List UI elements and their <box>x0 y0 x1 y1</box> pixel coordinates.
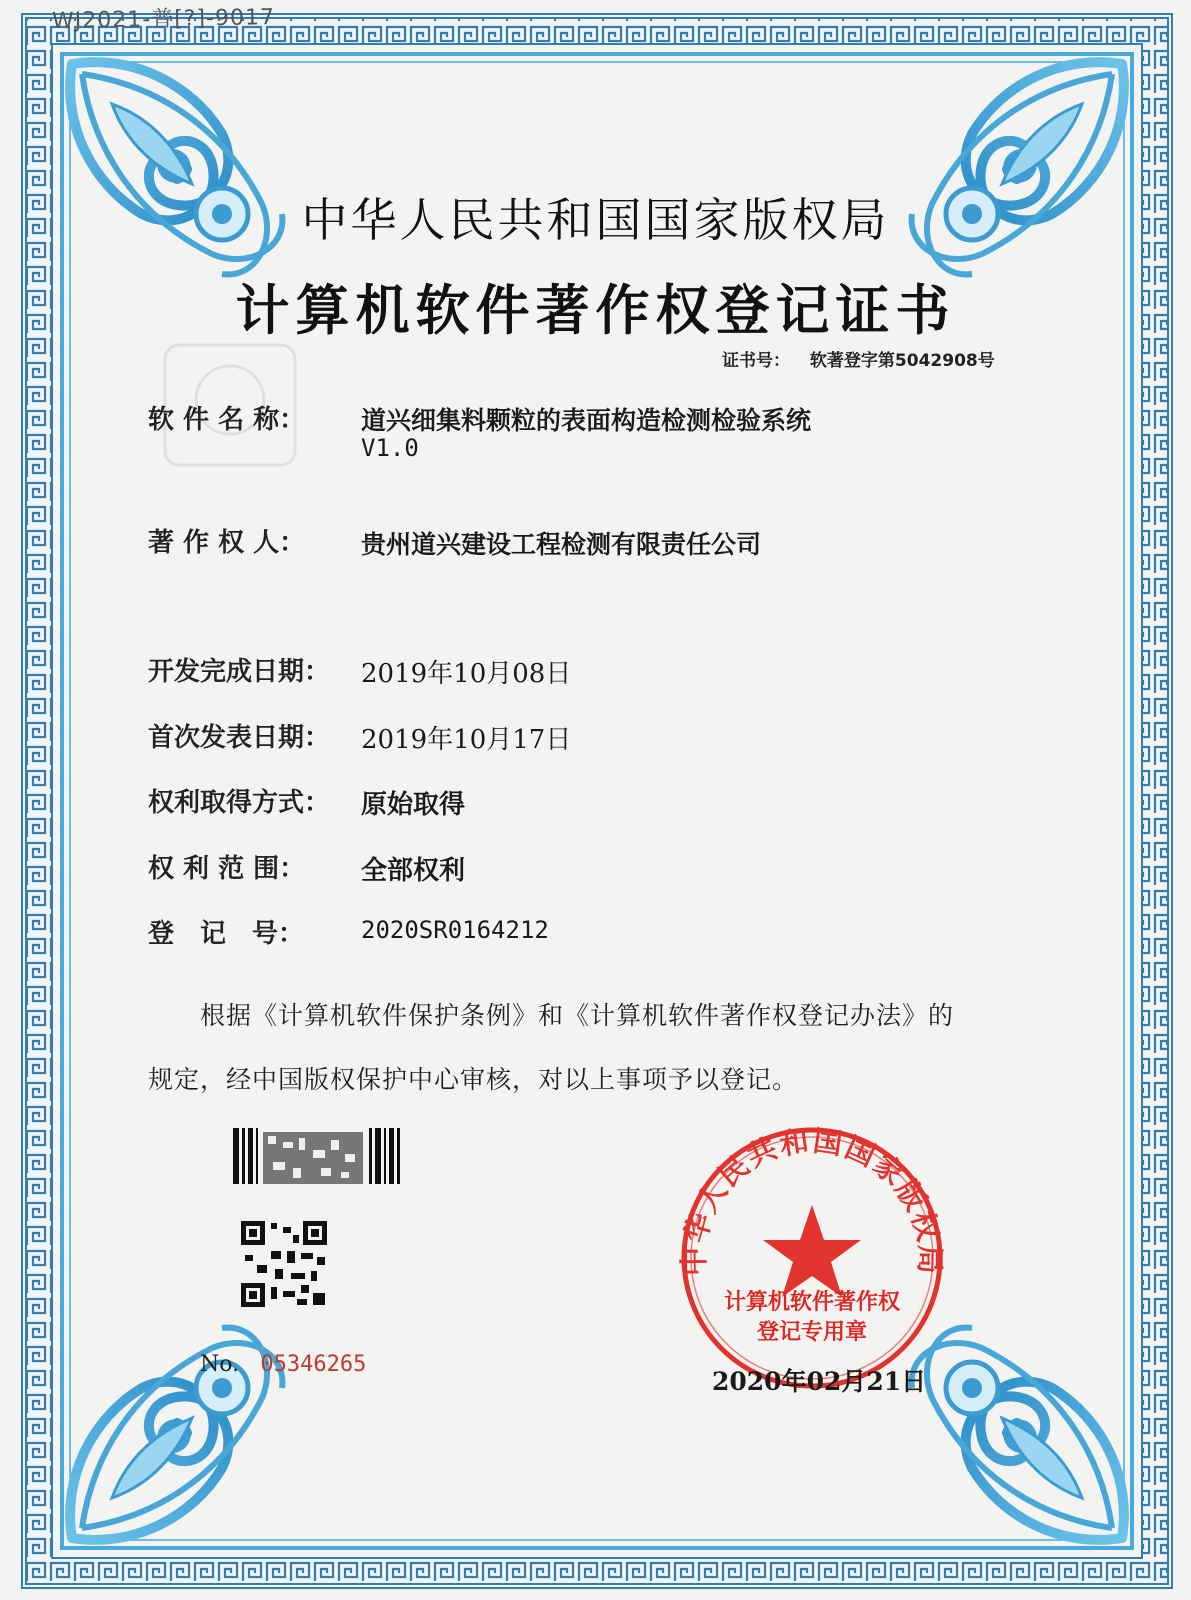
seal-line2: 登记专用章 <box>756 1320 867 1345</box>
pub-date-value: 2019年10月17日 <box>361 725 572 755</box>
cert-no-row <box>722 346 995 371</box>
corner-ornament-bottom-right <box>912 1328 1124 1540</box>
dev-date-value: 2019年10月08日 <box>361 659 572 689</box>
dev-date-label: 开发完成日期： <box>148 657 331 687</box>
serial-value: 05346265 <box>260 1352 367 1377</box>
acquire-label: 权利取得方式： <box>148 788 331 818</box>
issuer-title: 中华人民共和国国家版权局 <box>301 193 890 247</box>
reg-no-label: 登 记 号： <box>148 919 305 949</box>
seal-ring-text: 中华人民共和国国家版权局 <box>676 1123 948 1277</box>
handwritten-note: WJ2021-普[?]-9017 <box>51 5 276 34</box>
issue-date: 2020年02月21日 <box>712 1367 927 1396</box>
cert-no-value: 软著登字第5042908号 <box>809 351 995 371</box>
owner-value: 贵州道兴建设工程检测有限责任公司 <box>361 530 762 559</box>
serial-prefix: No. <box>200 1352 240 1377</box>
certificate-title: 计算机软件著作权登记证书 <box>235 278 956 342</box>
software-name-value: 道兴细集料颗粒的表面构造检测检验系统 <box>361 406 812 435</box>
serial-number <box>200 1352 366 1377</box>
software-version-value: V1.0 <box>361 434 419 462</box>
qr-code <box>241 1221 327 1307</box>
legal-basis-line1: 根据《计算机软件保护条例》和《计算机软件著作权登记办法》的 <box>200 1001 955 1030</box>
barcode <box>233 1128 400 1184</box>
seal-star-icon <box>763 1205 861 1297</box>
reg-no-value: 2020SR0164212 <box>361 916 549 944</box>
scope-label: 权 利 范 围： <box>148 854 306 884</box>
cert-no-label: 证书号： <box>722 351 790 371</box>
acquire-value: 原始取得 <box>361 790 466 820</box>
scope-value: 全部权利 <box>361 856 466 886</box>
legal-basis-line2: 规定，经中国版权保护中心审核，对以上事项予以登记。 <box>148 1065 799 1094</box>
owner-label: 著 作 权 人： <box>148 528 306 558</box>
software-name-label: 软 件 名 称： <box>148 405 306 435</box>
seal-inner-text <box>712 1288 912 1348</box>
pub-date-label: 首次发表日期： <box>148 723 331 753</box>
seal-line1: 计算机软件著作权 <box>723 1290 900 1315</box>
